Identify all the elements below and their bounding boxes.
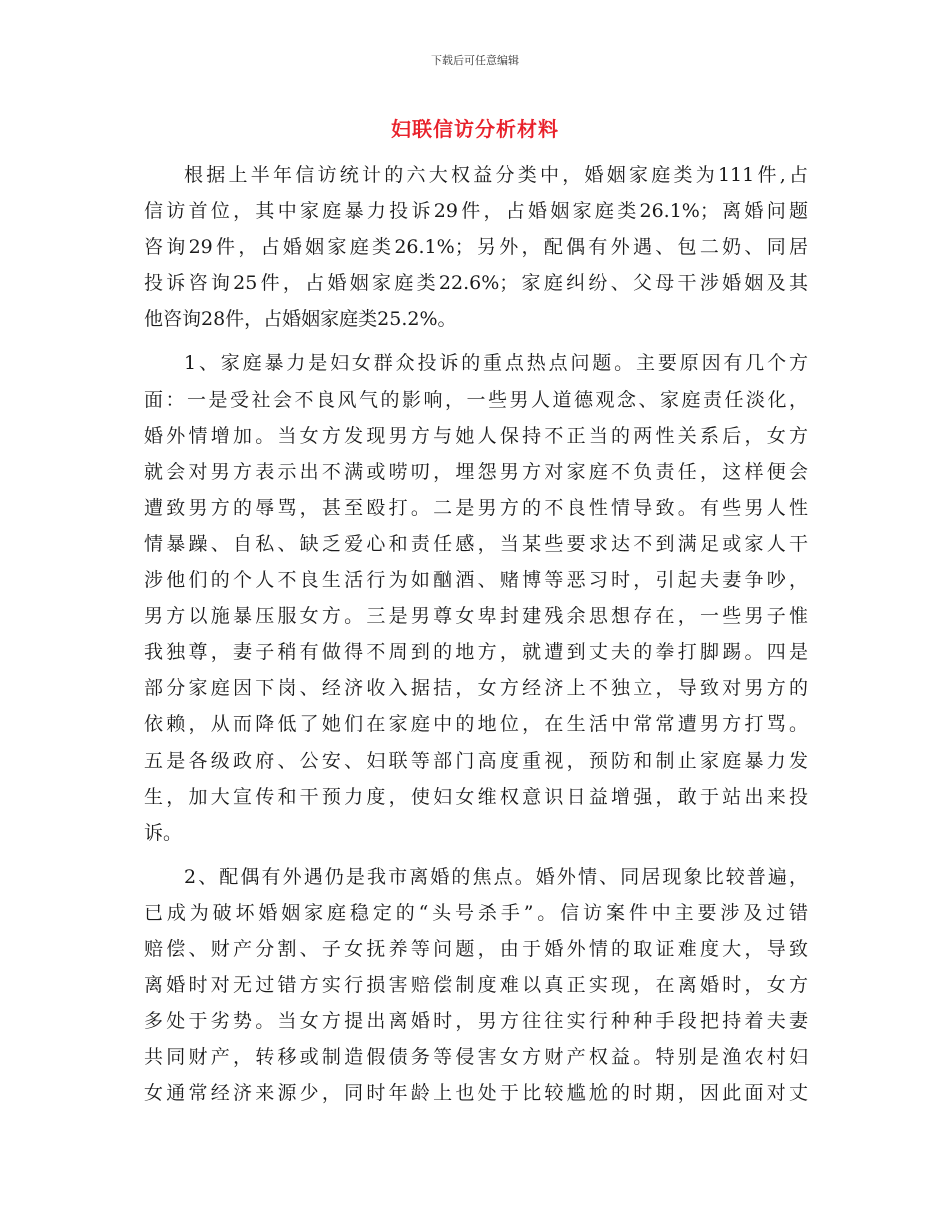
paragraph-line: 根据上半年信访统计的六大权益分类中，婚姻家庭类为111件,占 (184, 164, 808, 186)
paragraph-line: 女通常经济来源少，同时年龄上也处于比较尴尬的时期，因此面对丈 (144, 1082, 808, 1105)
paragraph-line: 已成为破坏婚姻家庭稳定的“头号杀手”。信访案件中主要涉及过错 (144, 901, 808, 924)
paragraph-line: 1、家庭暴力是妇女群众投诉的重点热点问题。主要原因有几个方 (184, 352, 808, 375)
paragraph-line: 依赖，从而降低了她们在家庭中的地位，在生活中常常遭男方打骂。 (144, 713, 808, 736)
paragraph-line: 面：一是受社会不良风气的影响，一些男人道德观念、家庭责任淡化， (144, 388, 808, 411)
paragraph-line: 多处于劣势。当女方提出离婚时，男方往往实行种种手段把持着夫妻 (144, 1010, 808, 1033)
paragraph-line: 部分家庭因下岗、经济收入据拮，女方经济上不独立，导致对男方的 (144, 677, 808, 700)
paragraph-line: 情暴躁、自私、缺乏爱心和责任感，当某些要求达不到满足或家人干 (144, 532, 808, 555)
paragraph-line: 信访首位，其中家庭暴力投诉29件，占婚姻家庭类26.1%；离婚问题 (144, 200, 808, 223)
paragraph-line: 他咨询28件，占婚姻家庭类25.2%。 (144, 308, 457, 331)
paragraph-line: 五是各级政府、公安、妇联等部门高度重视，预防和制止家庭暴力发 (144, 749, 808, 772)
document-title: 妇联信访分析材料 (391, 117, 559, 141)
paragraph-line: 咨询29件，占婚姻家庭类26.1%；另外，配偶有外遇、包二奶、同居 (144, 236, 808, 259)
paragraph-line: 离婚时对无过错方实行损害赔偿制度难以真正实现，在离婚时，女方 (144, 974, 808, 997)
paragraph-line: 遭致男方的辱骂，甚至殴打。二是男方的不良性情导致。有些男人性 (144, 496, 808, 519)
paragraph-line: 生，加大宣传和干预力度，使妇女维权意识日益增强，敢于站出来投 (144, 785, 808, 808)
paragraph-line: 男方以施暴压服女方。三是男尊女卑封建残余思想存在，一些男子惟 (144, 605, 808, 628)
paragraph-line: 涉他们的个人不良生活行为如酗酒、赌博等恶习时，引起夫妻争吵， (144, 569, 808, 592)
page-header-note: 下载后可任意编辑 (431, 54, 519, 67)
paragraph-line: 2、配偶有外遇仍是我市离婚的焦点。婚外情、同居现象比较普遍， (184, 865, 808, 888)
paragraph-line: 赔偿、财产分割、子女抚养等问题，由于婚外情的取证难度大，导致 (144, 937, 808, 960)
paragraph-line: 共同财产，转移或制造假债务等侵害女方财产权益。特别是渔农村妇 (144, 1046, 808, 1069)
paragraph-line: 婚外情增加。当女方发现男方与她人保持不正当的两性关系后，女方 (144, 424, 808, 447)
paragraph-line: 投诉咨询25件，占婚姻家庭类22.6%；家庭纠纷、父母干涉婚姻及其 (144, 272, 808, 295)
paragraph-line: 我独尊，妻子稍有做得不周到的地方，就遭到丈夫的拳打脚踢。四是 (144, 641, 808, 664)
paragraph-line: 就会对男方表示出不满或唠叨，埋怨男方对家庭不负责任，这样便会 (144, 460, 808, 483)
document-body (144, 157, 808, 1111)
paragraph-line: 诉。 (144, 821, 183, 844)
